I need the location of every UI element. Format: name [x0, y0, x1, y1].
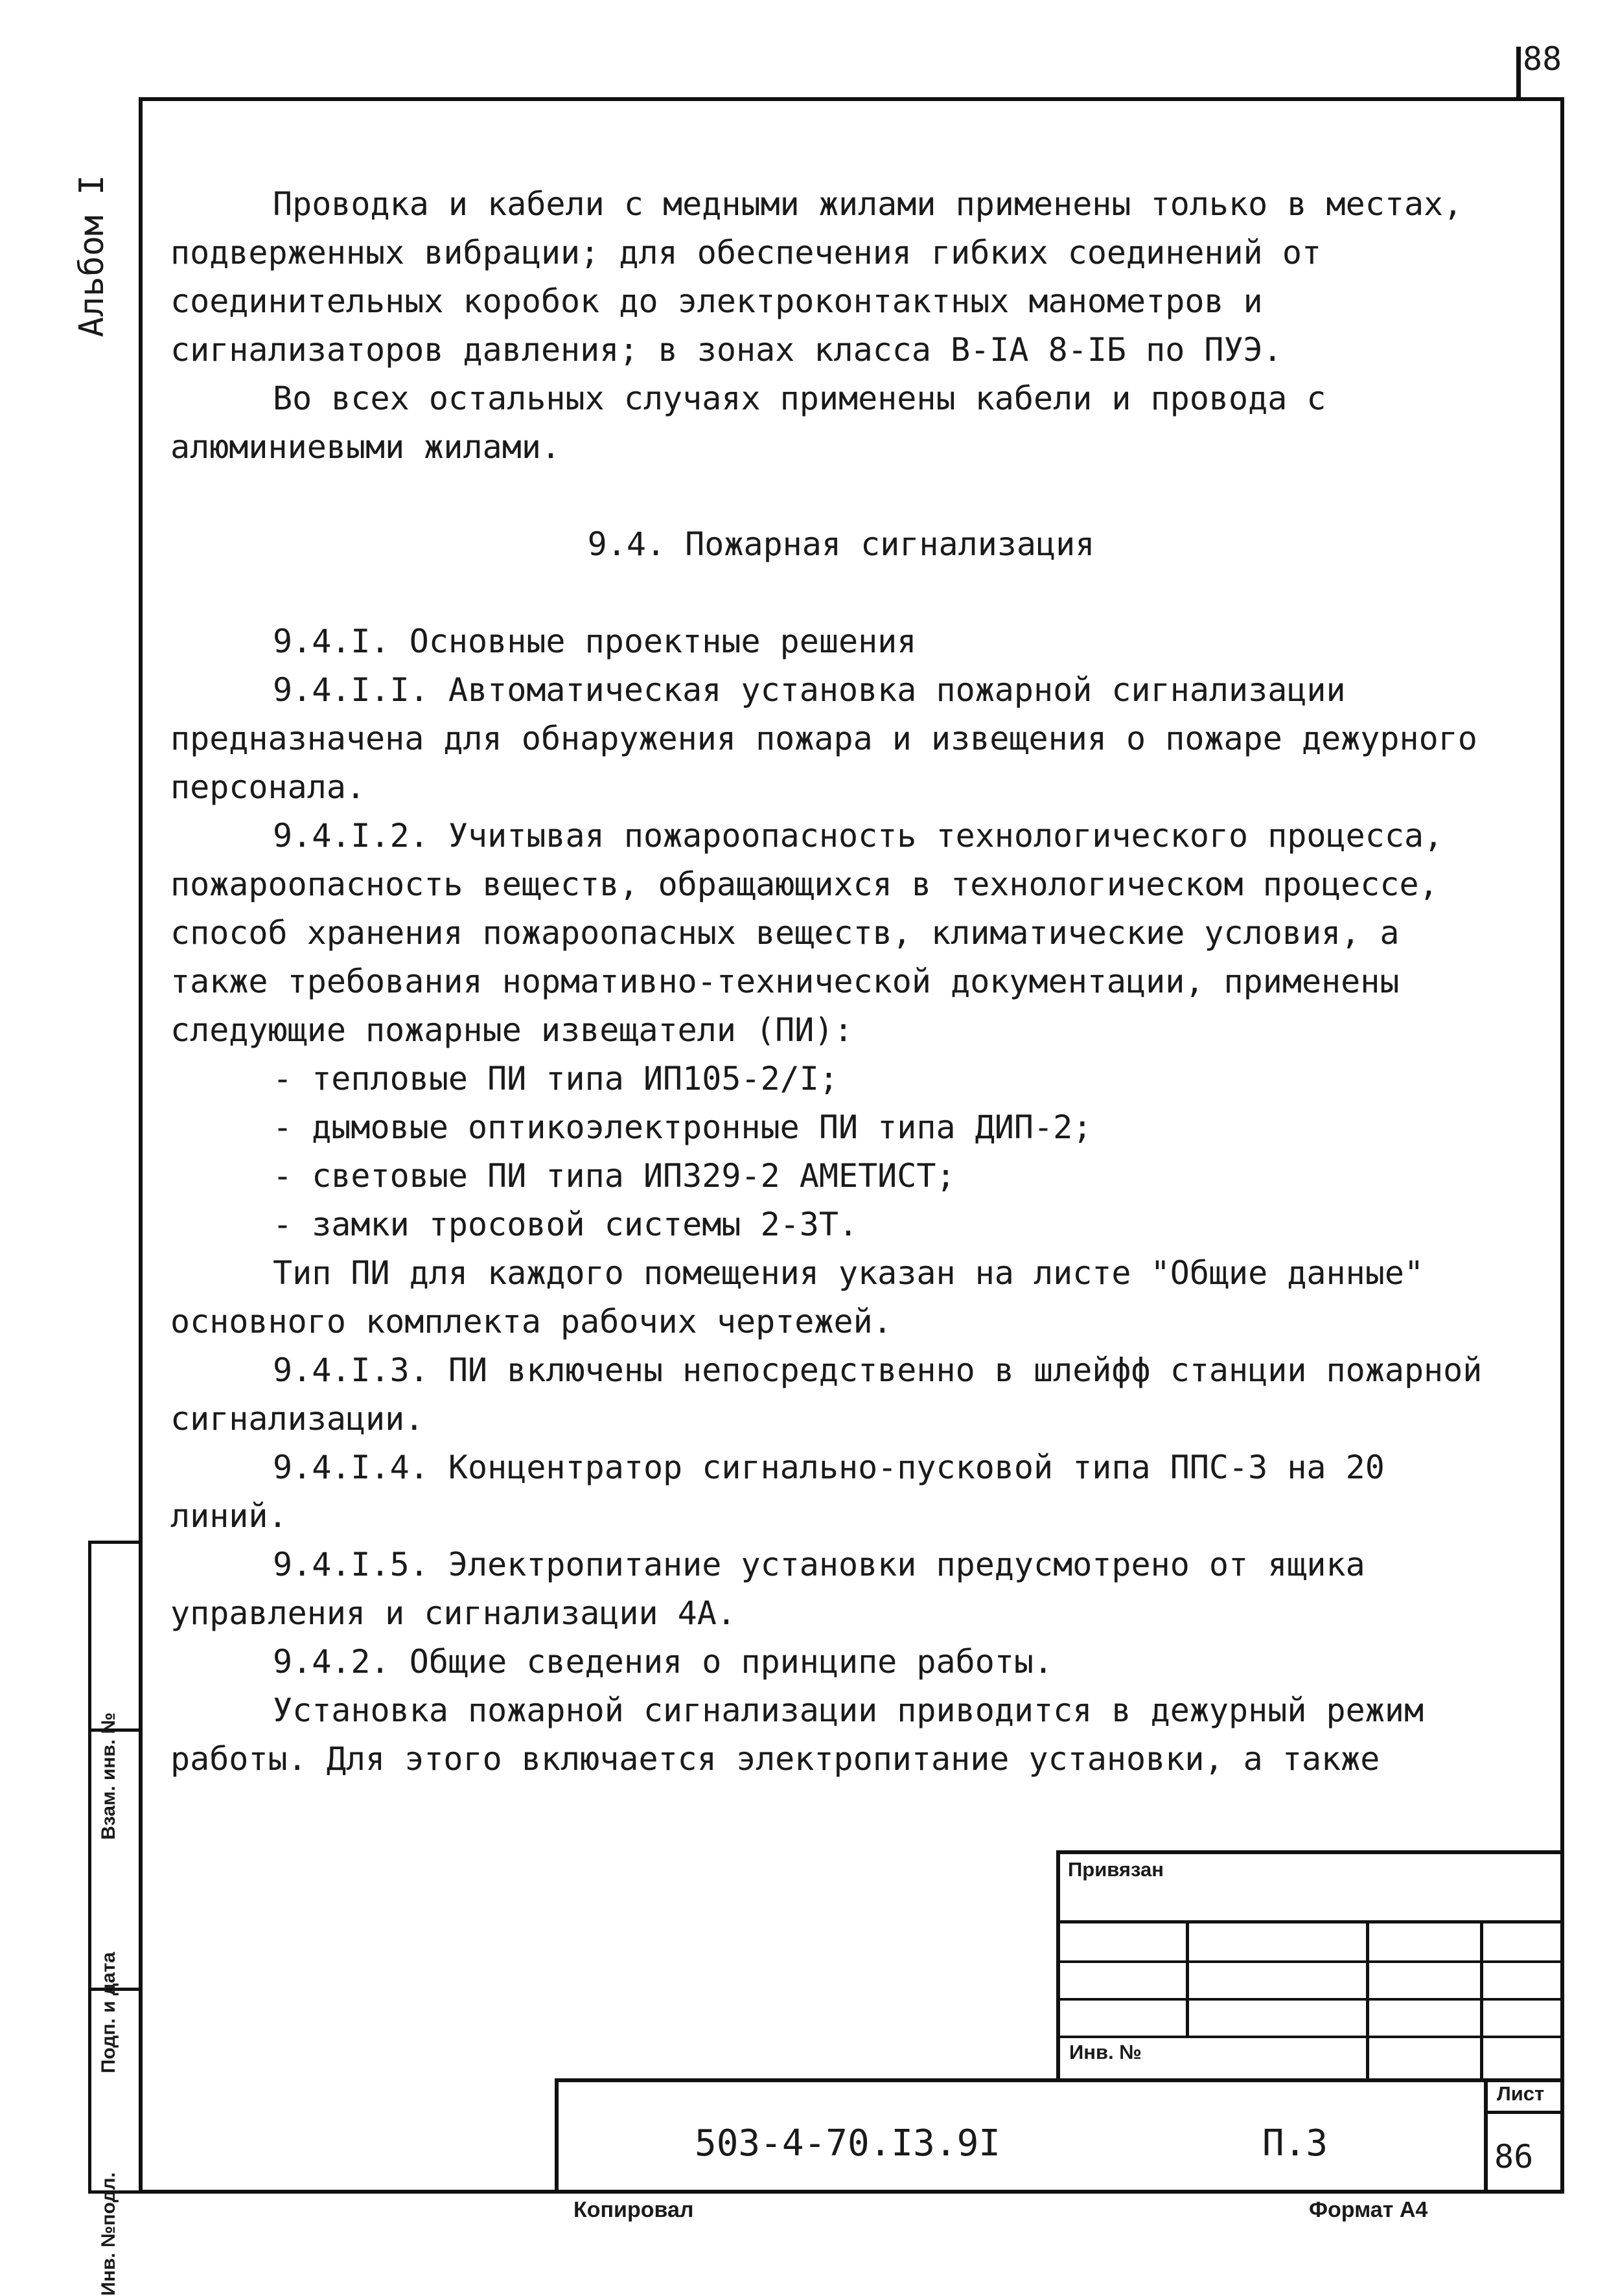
stamp-label-inv-orig: Инв. №подл.	[98, 2172, 119, 2296]
grid-line	[1480, 1920, 1483, 2080]
left-stamp-column	[88, 1541, 139, 2296]
document-body	[170, 180, 1512, 1784]
page-number: 88	[1523, 40, 1562, 78]
grid-line	[1186, 1920, 1189, 2037]
grid-line	[1366, 1920, 1369, 2080]
stamp-cell-sign-date	[91, 1732, 139, 2074]
paragraph: Проводка и кабели с медными жилами применены только в местах, подверженных вибрации; для обеспечения гибких соединений от соединительных коробок до электроконтактных манометров и сигнализаторов давления; в зонах класса В-IA 8-IБ по ПУЭ.	[170, 185, 1463, 369]
format-label: Формат А4	[1309, 2198, 1428, 2222]
stamp-label-replace-inv: Взам. инв. №	[98, 1712, 119, 1840]
paragraph: Установка пожарной сигнализации приводится в дежурный режим работы. Для этого включается электропитание установки, а также	[170, 1692, 1424, 1778]
stamp-cell-inv-orig	[91, 1991, 139, 2296]
paragraph: Тип ПИ для каждого помещения указан на листе "Общие данные" основного комплекта рабочих чертежей.	[170, 1254, 1424, 1340]
stamp-cell-replace-inv	[91, 1544, 139, 1840]
album-label: Альбом I	[73, 175, 111, 338]
list-item: - дымовые оптикоэлектронные ПИ типа ДИП-2;	[273, 1108, 1093, 1146]
list-item: - световые ПИ типа ИП329-2 АМЕТИСТ;	[273, 1157, 956, 1195]
list-item: - тепловые ПИ типа ИП105-2/I;	[273, 1060, 838, 1097]
stamp-label-sign-date: Подп. и дата	[98, 1952, 119, 2074]
paragraph: 9.4.I.2. Учитывая пожароопасность технологического процесса, пожароопасность веществ, обращающихся в технологическом процессе, способ хранения пожароопасных веществ, климатические условия, а также требования нормативно-технической документации, применены следующие пожарные извещатели (ПИ):	[170, 817, 1444, 1049]
paragraph: 9.4.I.3. ПИ включены непосредственно в шлейфф станции пожарной сигнализации.	[170, 1351, 1483, 1438]
bound-label: Привязан	[1068, 1858, 1164, 1881]
paragraph: 9.4.2. Общие сведения о принципе работы.	[273, 1643, 1054, 1681]
paragraph: Во всех остальных случаях применены кабели и провода с алюминиевыми жилами.	[170, 380, 1326, 466]
paragraph: 9.4.I.5. Электропитание установки предусмотрено от ящика управления и сигнализации 4А.	[170, 1546, 1365, 1632]
copied-label: Копировал	[573, 2198, 694, 2222]
sheet-number: 86	[1494, 2138, 1534, 2175]
section-heading: 9.4. Пожарная сигнализация	[587, 525, 1095, 563]
grid-line	[1056, 1960, 1564, 1963]
page-number-bar	[1516, 47, 1521, 98]
document-part: П.3	[1262, 2122, 1328, 2164]
grid-line	[1056, 1920, 1564, 1923]
grid-line	[1056, 1998, 1564, 2001]
paragraph: 9.4.I.4. Концентратор сигнально-пусковой типа ППС-3 на 20 линий.	[170, 1449, 1385, 1535]
grid-line	[1484, 2111, 1564, 2114]
subsection-heading: 9.4.I. Основные проектные решения	[273, 623, 917, 660]
sheet-label: Лист	[1497, 2082, 1545, 2105]
list-item: - замки тросовой системы 2-3Т.	[273, 1206, 859, 1243]
grid-line	[1056, 2036, 1564, 2038]
document-code: 503-4-70.I3.9I	[695, 2122, 1001, 2164]
paragraph: 9.4.I.I. Автоматическая установка пожарной сигнализации предназначена для обнаружения пожара и извещения о пожаре дежурного персонала.	[170, 671, 1477, 806]
inv-label: Инв. №	[1069, 2041, 1142, 2063]
